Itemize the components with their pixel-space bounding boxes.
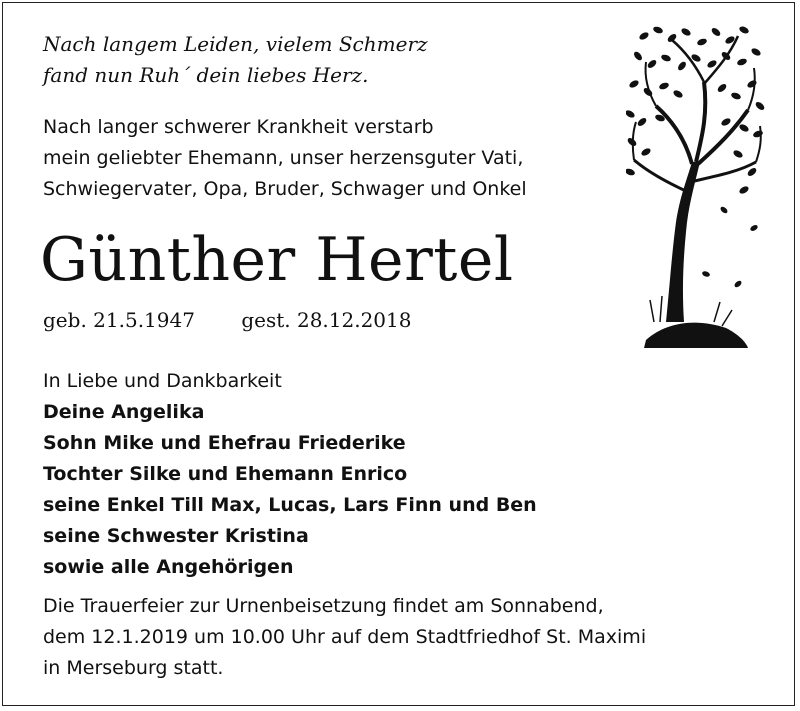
mourner-name: Sohn Mike und Ehefrau Friederike (43, 432, 406, 454)
mourners-list (43, 366, 643, 583)
death-date: gest. 28.12.2018 (241, 308, 412, 332)
life-dates (43, 305, 411, 335)
mourner-name: Tochter Silke und Ehemann Enrico (43, 463, 408, 485)
verse-line: fand nun Ruh´ dein liebes Herz. (43, 63, 369, 87)
mourner-name: seine Schwester Kristina (43, 525, 309, 547)
memorial-verse (43, 29, 603, 91)
notice-line: dem 12.1.2019 um 10.00 Uhr auf dem Stadtfriedhof St. Maximi (43, 626, 647, 648)
intro-text (43, 112, 633, 205)
mourner-name: seine Enkel Till Max, Lucas, Lars Finn und Ben (43, 494, 537, 516)
intro-line: mein geliebter Ehemann, unser herzensguter Vati, (43, 147, 524, 169)
intro-line: Schwiegervater, Opa, Bruder, Schwager und Onkel (43, 178, 527, 200)
mourner-name: sowie alle Angehörigen (43, 556, 294, 578)
deceased-name: Günther Hertel (40, 225, 514, 295)
tree-silhouette-icon (626, 22, 766, 352)
notice-line: Die Trauerfeier zur Urnenbeisetzung findet am Sonnabend, (43, 595, 604, 617)
intro-line: Nach langer schwerer Krankheit verstarb (43, 116, 434, 138)
mourner-name: Deine Angelika (43, 401, 205, 423)
funeral-notice (43, 591, 743, 684)
birth-date: geb. 21.5.1947 (43, 308, 195, 332)
mourners-lead: In Liebe und Dankbarkeit (43, 370, 282, 392)
verse-line: Nach langem Leiden, vielem Schmerz (43, 32, 428, 56)
notice-line: in Merseburg statt. (43, 657, 224, 679)
